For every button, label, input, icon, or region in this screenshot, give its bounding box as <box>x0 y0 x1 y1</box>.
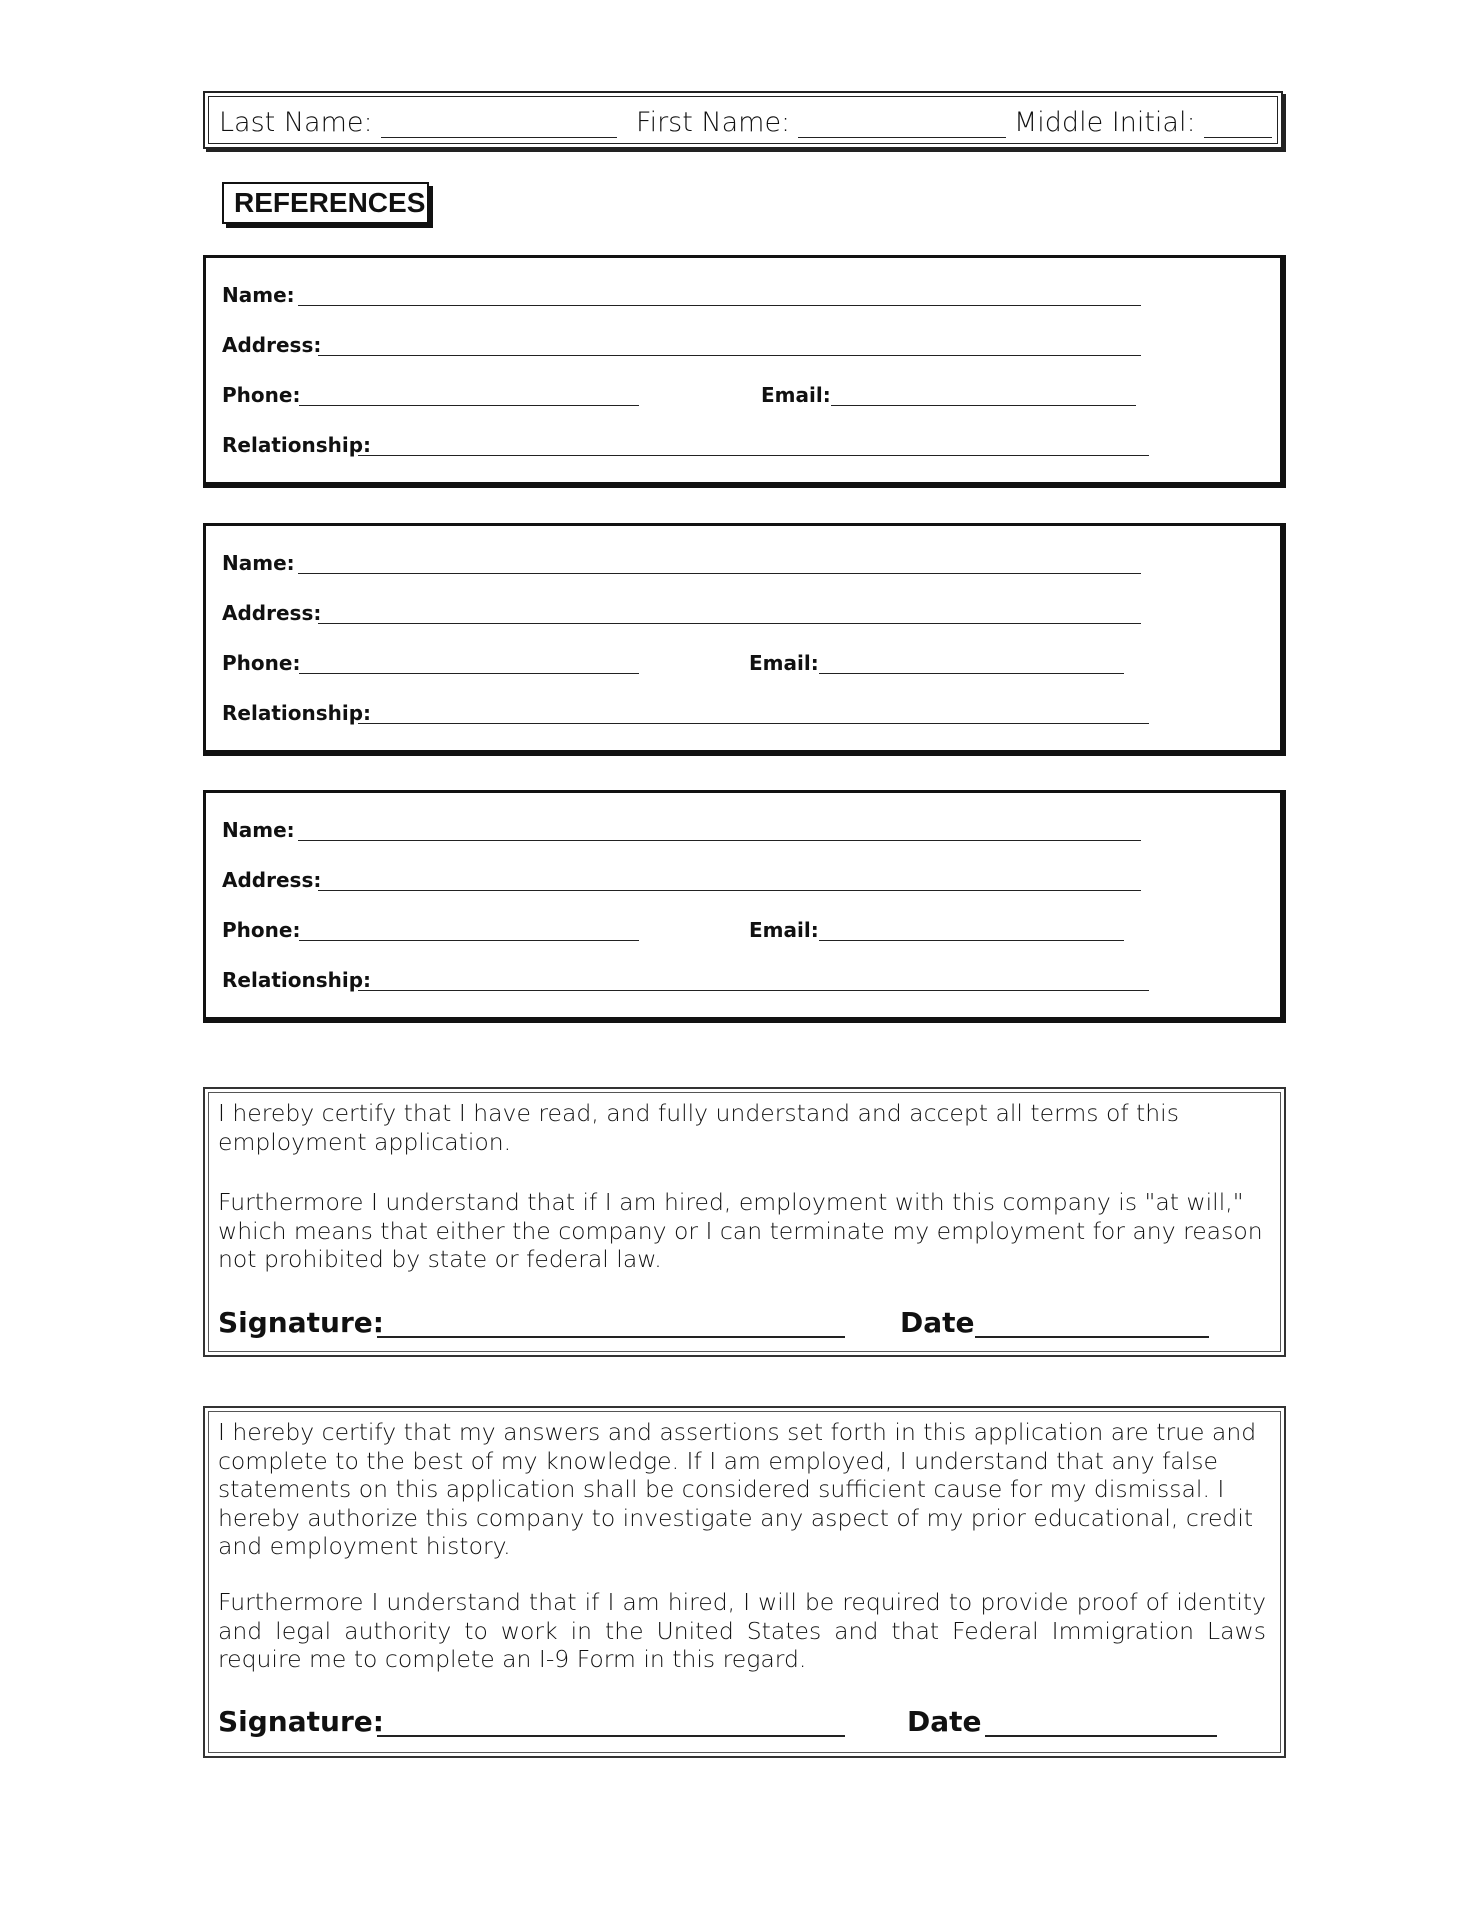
cert2-signature-line[interactable] <box>377 1735 845 1737</box>
first-name-label: First Name: <box>636 107 791 138</box>
ref1-address-label: Address: <box>222 333 322 357</box>
last-name-input-line[interactable] <box>381 115 617 138</box>
ref2-relationship-input-line[interactable] <box>358 723 1149 724</box>
cert2-paragraph-1: I hereby certify that my answers and assertions set forth in this application are true and complete to the best of my knowledge. If I am employed, I understand that any false statements on this application shall be considered sufficient cause for my dismissal. I hereby authorize this company to investigate any aspect of my prior educational, credit and employment history. <box>218 1418 1257 1560</box>
cert2-date-line[interactable] <box>985 1735 1217 1737</box>
last-name-label: Last Name: <box>219 107 373 138</box>
first-name-field[interactable] <box>636 107 1006 138</box>
ref2-address-label: Address: <box>222 601 322 625</box>
ref3-relationship-label: Relationship: <box>222 968 372 992</box>
ref2-phone-input-line[interactable] <box>299 673 639 674</box>
cert1-signature-line[interactable] <box>377 1336 845 1338</box>
reference-box-3 <box>203 790 1286 1023</box>
cert1-date-label: Date <box>900 1306 975 1339</box>
references-title: REFERENCES <box>222 182 429 224</box>
last-name-field[interactable] <box>219 107 617 138</box>
cert2-date-label: Date <box>907 1705 982 1738</box>
ref2-address-input-line[interactable] <box>318 623 1141 624</box>
ref2-relationship-label: Relationship: <box>222 701 372 725</box>
ref3-phone-input-line[interactable] <box>299 940 639 941</box>
ref2-phone-label: Phone: <box>222 651 301 675</box>
ref1-name-label: Name: <box>222 283 295 307</box>
ref2-email-input-line[interactable] <box>819 673 1124 674</box>
cert1-paragraph-1: I hereby certify that I have read, and fully understand and accept all terms of this employment application. <box>218 1099 1179 1156</box>
ref1-address-input-line[interactable] <box>318 355 1141 356</box>
certification-box-2 <box>203 1406 1286 1758</box>
cert1-paragraph-2: Furthermore I understand that if I am hired, employment with this company is "at will," which means that either the company or I can terminate my employment for any reason not prohibited by state or federal law. <box>218 1188 1263 1273</box>
reference-box-2 <box>203 523 1286 756</box>
ref3-name-input-line[interactable] <box>298 840 1141 841</box>
certification-box-1 <box>203 1087 1286 1357</box>
cert1-date-line[interactable] <box>975 1336 1209 1338</box>
middle-initial-input-line[interactable] <box>1204 115 1272 138</box>
ref3-name-label: Name: <box>222 818 295 842</box>
ref2-name-label: Name: <box>222 551 295 575</box>
ref3-email-input-line[interactable] <box>819 940 1124 941</box>
ref1-relationship-label: Relationship: <box>222 433 372 457</box>
middle-initial-label: Middle Initial: <box>1014 107 1196 138</box>
reference-box-1 <box>203 255 1286 488</box>
ref1-email-label: Email: <box>761 383 831 407</box>
ref3-address-label: Address: <box>222 868 322 892</box>
ref3-relationship-input-line[interactable] <box>358 990 1149 991</box>
cert2-signature-label: Signature: <box>218 1705 384 1738</box>
ref1-relationship-input-line[interactable] <box>358 455 1149 456</box>
ref1-phone-label: Phone: <box>222 383 301 407</box>
cert2-paragraph-2: Furthermore I understand that if I am hired, I will be required to provide proof of identity and legal authority to work in the United States and that Federal Immigration Laws require me to complete an I-9 Form in this regard. <box>218 1588 1266 1673</box>
ref1-phone-input-line[interactable] <box>299 405 639 406</box>
ref1-name-input-line[interactable] <box>298 305 1141 306</box>
applicant-name-box <box>203 91 1283 149</box>
middle-initial-field[interactable] <box>1014 107 1272 138</box>
first-name-input-line[interactable] <box>798 115 1006 138</box>
ref2-name-input-line[interactable] <box>298 573 1141 574</box>
ref3-phone-label: Phone: <box>222 918 301 942</box>
cert1-signature-label: Signature: <box>218 1306 384 1339</box>
ref2-email-label: Email: <box>749 651 819 675</box>
ref3-address-input-line[interactable] <box>318 890 1141 891</box>
ref3-email-label: Email: <box>749 918 819 942</box>
ref1-email-input-line[interactable] <box>831 405 1136 406</box>
